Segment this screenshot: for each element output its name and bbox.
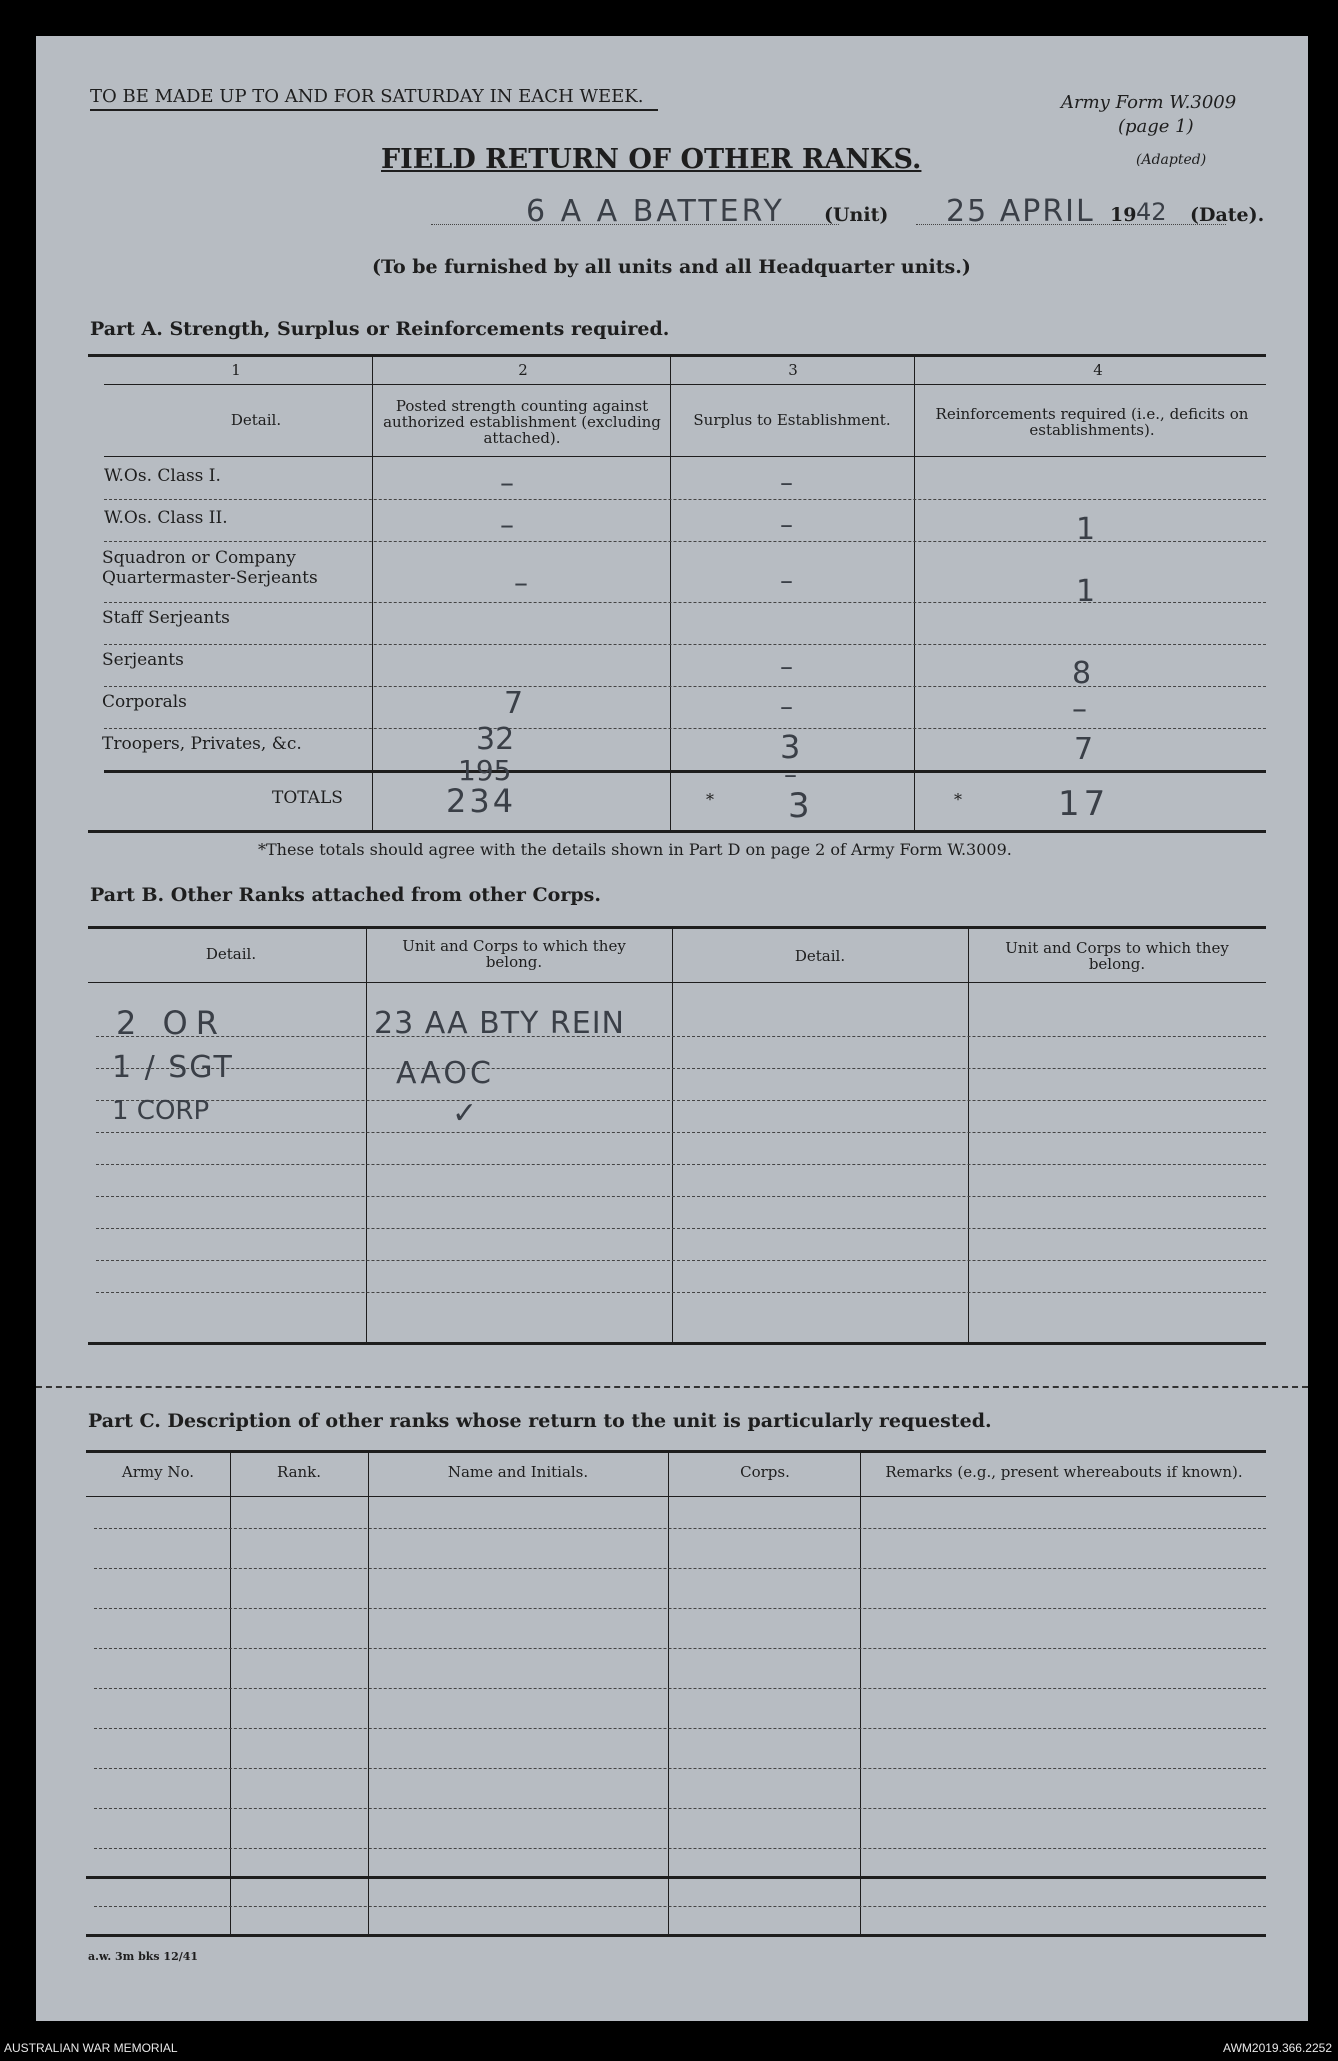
part-c-lower-rule (86, 1876, 1266, 1879)
footer-left: AUSTRALIAN WAR MEMORIAL (4, 2041, 178, 2055)
part-b-header-detail-2: Detail. (794, 947, 846, 965)
form-page: (page 1) (1118, 116, 1194, 137)
part-c-col-divider-3 (668, 1452, 669, 1936)
part-b-row-rule (96, 1036, 1266, 1037)
part-b-bottom-rule (88, 1342, 1266, 1345)
part-c-top-rule (86, 1450, 1266, 1453)
part-c-row-rule (94, 1848, 1266, 1849)
part-a-col-number-3: 3 (788, 361, 798, 379)
part-a-header-detail: Detail. (230, 411, 282, 429)
part-b-title: Part B. Other Ranks attached from other Corps. (90, 884, 601, 906)
reinf-cqms: 1 (1076, 574, 1096, 609)
part-b-row-rule (96, 1196, 1266, 1197)
posted-cqms: – (514, 566, 528, 599)
posted-troopers: 32 (476, 722, 515, 757)
row-label-corporals: Corporals (102, 692, 187, 712)
part-b-row-rule (96, 1132, 1266, 1133)
part-a-header-posted: Posted strength counting against authorized establishment (excluding attached). (383, 397, 661, 447)
part-a-bottom-rule (88, 830, 1266, 833)
part-a-header-surplus: Surplus to Establishment. (693, 411, 891, 429)
form-sheet (36, 36, 1308, 2021)
part-b-header-unit-2: Unit and Corps to which they belong. (1005, 939, 1229, 973)
fold-line (36, 1386, 1308, 1388)
part-c-header-name: Name and Initials. (447, 1463, 589, 1481)
row-label-wo-class-2: W.Os. Class II. (104, 508, 228, 528)
print-code: a.w. 3m bks 12/41 (88, 1950, 199, 1963)
part-c-header-rank: Rank. (276, 1463, 322, 1481)
form-name: Army Form W.3009 (1061, 92, 1237, 113)
posted-wo-class-2: – (500, 508, 514, 541)
reinf-total-star: * (954, 790, 962, 809)
part-b-row-rule (96, 1260, 1266, 1261)
tick-mark: ✓ (452, 1096, 478, 1131)
row-label-troopers: Troopers, Privates, &c. (102, 734, 302, 754)
part-a-col-number-2: 2 (518, 361, 528, 379)
part-c-header-rule (86, 1496, 1266, 1497)
part-a-title: Part A. Strength, Surplus or Reinforcements required. (90, 318, 670, 340)
row-label-serjeants: Serjeants (102, 650, 184, 670)
handwritten-date: 25 APRIL (946, 194, 1095, 229)
reinf-total: 17 (1058, 784, 1110, 824)
surplus-corporals: – (780, 692, 793, 722)
reinf-wo-class-2: 1 (1076, 512, 1096, 547)
part-b-header-rule (88, 982, 1266, 983)
archive-footer (0, 2032, 1338, 2061)
handwritten-year: 42 (1136, 198, 1167, 226)
part-b-col-divider-1 (366, 928, 367, 1344)
surplus-total-star: * (706, 790, 714, 809)
part-b-top-rule (88, 926, 1266, 929)
part-b-col-divider-3 (968, 928, 969, 1344)
part-b-row-rule (96, 1228, 1266, 1229)
part-c-title: Part C. Description of other ranks whose return to the unit is particularly requested. (88, 1410, 992, 1432)
totals-label: TOTALS (272, 788, 343, 808)
part-c-col-divider-4 (860, 1452, 861, 1936)
part-c-row-rule (94, 1688, 1266, 1689)
part-c-row-rule (94, 1608, 1266, 1609)
part-c-row-rule (94, 1568, 1266, 1569)
year-prefix: 19 (1110, 204, 1137, 226)
posted-corporals: 7 (504, 686, 524, 721)
part-b-detail-2: 1 / SGT (112, 1050, 234, 1085)
part-c-row-rule (94, 1808, 1266, 1809)
part-c-row-rule (94, 1768, 1266, 1769)
row-label-staff-serjeants: Staff Serjeants (102, 608, 230, 628)
part-b-detail-1: 2 OR (116, 1004, 226, 1042)
unit-label: (Unit) (824, 204, 889, 226)
part-b-col-divider-2 (672, 928, 673, 1344)
surplus-cqms: – (780, 566, 793, 596)
part-a-col-number-1: 1 (231, 361, 241, 379)
posted-wo-class-1: – (500, 466, 514, 499)
part-a-header-rule (104, 456, 1266, 457)
part-a-top-rule (88, 354, 1266, 357)
reinf-corporals: – (1072, 692, 1087, 727)
part-b-unit-2: AAOC (396, 1056, 494, 1091)
surplus-total: 3 (788, 786, 810, 826)
part-a-header-reinforcements: Reinforcements required (i.e., deficits on establishments). (935, 405, 1249, 439)
notice-underline (90, 109, 658, 111)
part-a-footnote: *These totals should agree with the details shown in Part D on page 2 of Army Form W.3009. (258, 840, 1012, 859)
handwritten-unit: 6 A A BATTERY (526, 194, 785, 229)
part-c-bottom-rule (86, 1934, 1266, 1937)
subtitle: (To be furnished by all units and all Headquarter units.) (372, 256, 971, 278)
surplus-serjeants: – (780, 652, 793, 682)
part-c-header-corps: Corps. (740, 1463, 790, 1481)
part-a-col-divider-2 (670, 356, 671, 830)
surplus-troopers: 3 (780, 728, 801, 766)
notice-text: TO BE MADE UP TO AND FOR SATURDAY IN EACH WEEK. (90, 86, 644, 107)
part-c-row-rule (94, 1528, 1266, 1529)
posted-extra: 195 (458, 754, 512, 787)
part-c-col-divider-1 (230, 1452, 231, 1936)
reinf-serjeants: 8 (1072, 656, 1092, 691)
part-b-row-rule (96, 1292, 1266, 1293)
part-a-row-rule (104, 728, 1266, 729)
date-label: (Date). (1190, 204, 1265, 226)
surplus-extra: – (784, 760, 797, 790)
footer-right: AWM2019.366.2252 (1223, 2041, 1332, 2055)
part-c-col-divider-2 (368, 1452, 369, 1936)
surplus-wo-class-2: – (780, 510, 793, 540)
part-b-header-unit-1: Unit and Corps to which they belong. (402, 937, 626, 971)
row-label-cqms: Squadron or Company Quartermaster-Serjeants (102, 548, 318, 588)
part-a-row-rule (104, 644, 1266, 645)
part-a-row-rule (104, 499, 1266, 500)
surplus-wo-class-1: – (780, 468, 793, 498)
part-b-row-rule (96, 1100, 1266, 1101)
adapted-label: (Adapted) (1136, 152, 1207, 168)
row-label-wo-class-1: W.Os. Class I. (104, 466, 221, 486)
part-c-row-rule (94, 1728, 1266, 1729)
part-a-col-divider-3 (914, 356, 915, 830)
part-c-row-rule (94, 1648, 1266, 1649)
part-a-col-number-4: 4 (1093, 361, 1103, 379)
part-c-header-army-no: Army No. (121, 1463, 195, 1481)
part-b-row-rule (96, 1164, 1266, 1165)
part-c-row-rule (94, 1906, 1266, 1907)
page-title: FIELD RETURN OF OTHER RANKS. (381, 144, 922, 175)
part-b-detail-3: 1 CORP (112, 1096, 210, 1126)
part-b-unit-1: 23 AA BTY REIN (374, 1006, 625, 1041)
part-a-col-divider-1 (372, 356, 373, 830)
part-a-row-rule (104, 686, 1266, 687)
posted-total: 234 (446, 782, 517, 820)
part-b-row-rule (96, 1068, 1266, 1069)
reinf-troopers: 7 (1074, 732, 1094, 767)
part-b-header-detail-1: Detail. (205, 945, 257, 963)
part-a-totals-rule (104, 770, 1266, 773)
part-a-number-rule (104, 384, 1266, 385)
part-c-header-remarks: Remarks (e.g., present whereabouts if known). (885, 1463, 1243, 1481)
